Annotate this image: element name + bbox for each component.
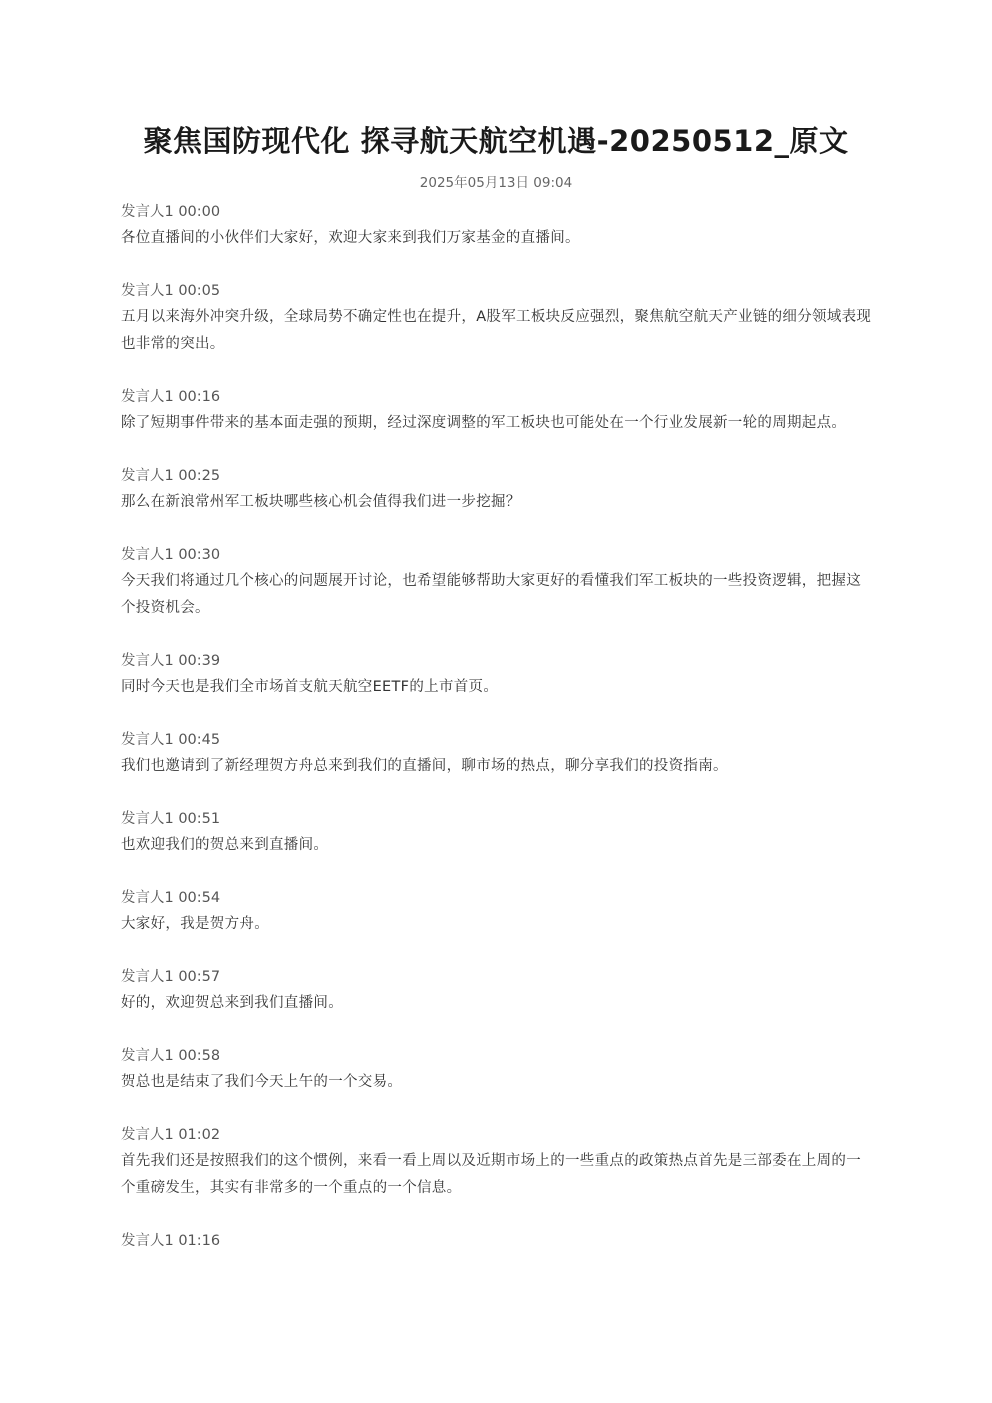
transcript-entry xyxy=(121,542,873,622)
speaker-timestamp: 发言人1 00:58 xyxy=(121,1048,221,1064)
speech-text: 今天我们将通过几个核心的问题展开讨论，也希望能够帮助大家更好的看懂我们军工板块的一些投资逻辑，把握这个投资机会。 xyxy=(121,573,861,616)
speaker-timestamp: 发言人1 01:02 xyxy=(121,1127,221,1143)
speech-text: 那么在新浪常州军工板块哪些核心机会值得我们进一步挖掘？ xyxy=(121,494,521,510)
speaker-timestamp: 发言人1 00:57 xyxy=(121,969,221,985)
speaker-timestamp: 发言人1 00:54 xyxy=(121,890,221,906)
speech-text: 贺总也是结束了我们今天上午的一个交易。 xyxy=(121,1074,403,1090)
speech-text: 五月以来海外冲突升级，全球局势不确定性也在提升，A股军工板块反应强烈，聚焦航空航天产业链的细分领域表现也非常的突出。 xyxy=(121,309,872,352)
speech-text: 也欢迎我们的贺总来到直播间。 xyxy=(121,837,329,853)
transcript-entry xyxy=(121,384,873,437)
speech-text: 好的，欢迎贺总来到我们直播间。 xyxy=(121,995,343,1011)
speaker-timestamp: 发言人1 00:45 xyxy=(121,732,221,748)
speaker-timestamp: 发言人1 00:39 xyxy=(121,653,221,669)
speech-text: 各位直播间的小伙伴们大家好，欢迎大家来到我们万家基金的直播间。 xyxy=(121,230,580,246)
document-date: 2025年05月13日 09:04 xyxy=(419,175,573,191)
transcript-entry xyxy=(121,1043,873,1096)
transcript-entry xyxy=(121,964,873,1017)
speaker-timestamp: 发言人1 00:05 xyxy=(121,283,221,299)
speech-text: 除了短期事件带来的基本面走强的预期，经过深度调整的军工板块也可能处在一个行业发展新一轮的周期起点。 xyxy=(121,415,847,431)
transcript-entry xyxy=(121,463,873,516)
transcript-entry xyxy=(121,885,873,938)
transcript-entry xyxy=(121,648,873,701)
speaker-timestamp: 发言人1 01:16 xyxy=(121,1233,221,1249)
transcript-list xyxy=(121,199,873,1280)
transcript-entry xyxy=(121,199,873,252)
transcript-entry xyxy=(121,1122,873,1202)
speaker-timestamp: 发言人1 00:30 xyxy=(121,547,221,563)
speaker-timestamp: 发言人1 00:51 xyxy=(121,811,221,827)
speech-text: 首先我们还是按照我们的这个惯例，来看一看上周以及近期市场上的一些重点的政策热点首先是三部委在上周的一个重磅发生，其实有非常多的一个重点的一个信息。 xyxy=(121,1153,861,1196)
speaker-timestamp: 发言人1 00:00 xyxy=(121,204,221,220)
speaker-timestamp: 发言人1 00:16 xyxy=(121,389,221,405)
speech-text: 我们也邀请到了新经理贺方舟总来到我们的直播间，聊市场的热点，聊分享我们的投资指南。 xyxy=(121,758,728,774)
speaker-timestamp: 发言人1 00:25 xyxy=(121,468,221,484)
document-title: 聚焦国防现代化 探寻航天航空机遇-20250512_原文 xyxy=(143,124,849,158)
transcript-entry xyxy=(121,806,873,859)
transcript-entry xyxy=(121,1228,873,1254)
transcript-entry xyxy=(121,278,873,358)
transcript-entry xyxy=(121,727,873,780)
speech-text: 同时今天也是我们全市场首支航天航空EETF的上市首页。 xyxy=(121,679,499,695)
speech-text: 大家好，我是贺方舟。 xyxy=(121,916,269,932)
